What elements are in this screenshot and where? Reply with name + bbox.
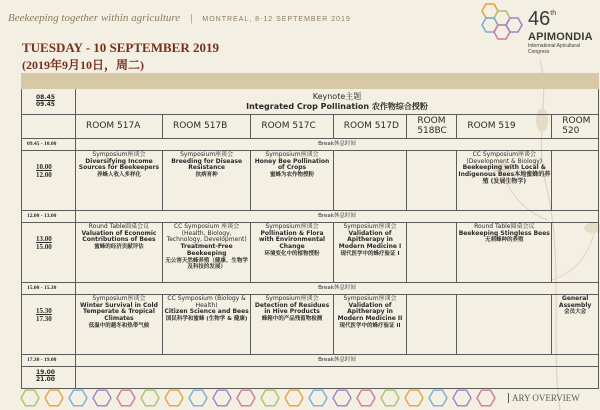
session-type: Symposium座谈会 [92,150,146,158]
session-cell [76,294,163,354]
session-cell [162,150,250,210]
room-header: ROOM 517C [251,115,333,139]
break-label: Break休息时间 [76,138,599,150]
room-header: ROOM 520 [552,115,599,139]
session-cell [162,222,250,282]
hexagon-decoration-icon [429,390,447,406]
header-tagline [8,12,351,24]
break-time: 09.45 - 10.00 [22,138,76,150]
break-row [22,354,599,366]
hexagon-decoration-icon [213,390,231,406]
hexagon-decoration-icon [21,390,39,406]
session-type: Symposium座谈会 [265,294,319,302]
break-time: 15.00 - 15.30 [22,282,76,294]
session-title: Breeding for Disease Resistance [171,157,243,172]
session-time [22,222,76,282]
session-cell [162,294,250,354]
hexagon-decoration-icon [309,390,327,406]
session-cell [251,294,333,354]
session-time-end: 15.00 [36,242,52,251]
session-type: CC Symposium座谈会 (Development & Biology) [466,150,543,165]
evening-time-end: 21.00 [36,376,55,384]
session-chinese-title: 现代医学中的蜂疗验证 II [339,323,401,330]
session-cell [76,150,163,210]
session-cell [457,222,552,282]
session-title: General Assembly [558,294,592,309]
overview-label: ARY OVERVIEW [508,393,580,403]
hexagon-decoration-icon [141,390,159,406]
session-title: Beekeeping with Local & Indigenous Bees本地蜜蜂的养殖 (发展生物学) [458,164,551,186]
top-band-cell [76,74,599,89]
session-title: Valuation of Economic Contributions of Bees [81,229,157,244]
hexagon-decoration-icon [453,390,471,406]
schedule-table [21,73,599,389]
session-cell [407,294,457,354]
session-time-end: 12.00 [36,170,52,179]
session-time-end: 17.30 [36,314,52,323]
hexagon-decoration-icon [357,390,375,406]
session-type: Symposium座谈会 [265,222,319,230]
keynote-time-start: 08.45 [36,93,55,101]
brand-number [528,8,600,31]
hexagon-decoration-icon [45,390,63,406]
session-cell [333,294,407,354]
room-header: ROOM 519 [457,115,552,139]
keynote-cell [76,89,599,115]
break-label: Break休息时间 [76,354,599,366]
session-type: Symposium座谈会 [180,150,234,158]
session-chinese-title: 蜂箱中的产品残留物检测 [261,316,323,323]
hexagon-decoration-icon [261,390,279,406]
break-time: 17.30 - 19.00 [22,354,76,366]
session-chinese-title: 养蜂人收入多样化 [96,172,141,179]
break-time: 12.00 - 13.00 [22,210,76,222]
hexagon-decoration-icon [285,390,303,406]
hexagon-decoration-icon [117,390,135,406]
session-title: Diversifying Income Sources for Beekeepers [78,157,160,172]
session-chinese-title: 会员大会 [564,309,587,316]
keynote-time-end: 09.45 [36,100,55,108]
hexagon-decoration-icon [189,390,207,406]
session-cell [407,222,457,282]
break-row [22,138,599,150]
session-type: Symposium座谈会 [92,294,146,302]
rooms-header-empty [22,115,76,139]
brand-name: APIMONDIA [528,31,593,43]
session-type: Symposium座谈会 [265,150,319,158]
brand-number-suffix: th [550,10,557,17]
session-cell [333,150,407,210]
session-cell [552,222,599,282]
page-title: TUESDAY - 10 SEPTEMBER 2019 [22,40,219,55]
session-cell [552,294,599,354]
session-cell [76,222,163,282]
keynote-time [22,89,76,115]
session-title: Validation of Apitherapy in Modern Medicine I [338,229,402,251]
keynote-row [22,89,599,115]
session-title: Beekeeping Stingless Bees [458,229,550,237]
evening-time-start: 19.00 [36,369,55,377]
session-chinese-title: 国民科学和蜜蜂 (生物学 & 健康) [165,316,248,323]
session-row [22,150,599,210]
break-row [22,282,599,294]
session-chinese-title: 环境变化中的植物授粉 [264,251,320,258]
session-chinese-title: 低温中的越冬和热带气候 [88,323,150,330]
hexagon-decoration-icon [69,390,87,406]
session-chinese-title: 抗病育种 [195,172,218,179]
session-cell [333,222,407,282]
session-title: Detection of Residues in Hive Products [254,301,330,316]
session-cell [457,294,552,354]
session-title: Winter Survival in Cold Temperate & Tropical Climates [80,301,158,323]
session-type: Symposium座谈会 [343,222,397,230]
session-title: Pollination & Flora with Environmental Change [258,229,326,251]
session-cell [407,150,457,210]
session-chinese-title: 蜜蜂为农作物授粉 [270,172,315,179]
page-subtitle-chinese: (2019年9月10日，周二) [22,58,144,72]
hexagon-decoration-icon [381,390,399,406]
session-chinese-title: 蜜蜂的经济贡献评估 [94,244,144,251]
session-title: Citizen Science and Bees [164,308,249,316]
session-time-start: 13.00 [36,234,52,243]
hexagon-decoration-icon [165,390,183,406]
break-label: Break休息时间 [76,282,599,294]
session-time [22,150,76,210]
header-city-dates: MONTREAL, 8-12 SEPTEMBER 2019 [202,16,351,23]
session-row [22,294,599,354]
session-type: Round Table圆桌会议 [88,222,150,230]
tagline-separator: | [190,12,193,24]
top-band-cell [22,74,76,89]
brand-block [528,8,600,55]
session-cell [457,150,552,210]
session-row [22,222,599,282]
break-row [22,210,599,222]
session-time-start: 10.00 [36,162,52,171]
room-header: ROOM 517D [333,115,407,139]
break-label: Break休息时间 [76,210,599,222]
session-title: Validation of Apitherapy in Modern Medicine II [337,301,403,323]
hexagon-decoration-icon [93,390,111,406]
rooms-header-row [22,115,599,139]
brand-subtitle: International Apicultural Congress [528,43,580,55]
session-type: CC Symposium 座谈会(Health, Biology, Technology, Development) [166,222,247,244]
hexagon-decoration-icon [237,390,255,406]
apimondia-hexagon-logo-icon [476,2,526,44]
session-type: Round Table圆桌会议 [474,222,535,230]
hexagon-decoration-icon [405,390,423,406]
session-cell [552,150,599,210]
session-chinese-title: 无刺蜂种的养殖 [485,237,524,244]
session-title: Honey Bee Pollination of Crops [254,157,330,172]
keynote-label: Keynote主题 [312,92,362,102]
hexagon-decoration-icon [333,390,351,406]
session-type: Symposium座谈会 [343,294,397,302]
session-time-start: 15.30 [36,306,52,315]
table-top-band [22,74,599,89]
keynote-title: Integrated Crop Pollination 农作物综合授粉 [246,101,428,111]
room-header: ROOM 517B [162,115,250,139]
session-cell [251,150,333,210]
session-type: CC Symposium (Biology & Health) [167,294,246,309]
session-chinese-title: 无公害天然蜂养殖（健康、生物学及科技的发展） [165,258,248,271]
session-time [22,294,76,354]
session-title: Treatment-Free Beekeeping [180,243,233,258]
session-cell [251,222,333,282]
session-chinese-title: 现代医学中的蜂疗验证 I [340,251,400,258]
room-header: ROOM 518BC [407,115,457,139]
hexagon-decoration-icon [477,390,495,406]
room-header: ROOM 517A [76,115,163,139]
tagline-text: Beekeeping together within agriculture [8,12,181,24]
brand-number-value: 46 [528,8,551,30]
